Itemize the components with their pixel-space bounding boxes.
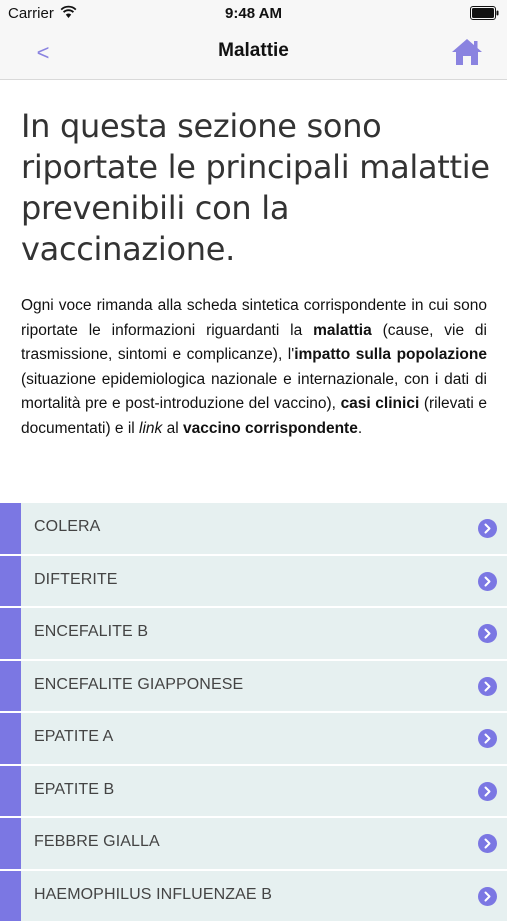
accent-bar bbox=[0, 713, 21, 764]
disease-item-difterite[interactable] bbox=[0, 556, 507, 607]
disease-label: ENCEFALITE GIAPPONESE bbox=[34, 675, 244, 693]
disease-item-encefalite-b[interactable] bbox=[0, 608, 507, 659]
chevron-right-circle-icon bbox=[478, 519, 497, 538]
chevron-right-circle-icon bbox=[478, 677, 497, 696]
accent-bar bbox=[0, 661, 21, 712]
intro-description: Ogni voce rimanda alla scheda sintetica corrispondente in cui sono riportate le informazioni riguardanti la malattia (cause, vie di trasmissione, sintomi e complicanze), l'impatto sulla popolazione (situazione epidemiologica nazionale e internazionale, con i dati di mortalità pre e post-introduzione del vaccino), casi clinici (rilevati e documentati) e il link al vaccino corrispondente. bbox=[21, 297, 487, 437]
disease-label: DIFTERITE bbox=[34, 570, 118, 588]
chevron-right-circle-icon bbox=[478, 782, 497, 801]
home-icon[interactable] bbox=[450, 37, 484, 67]
disease-label: FEBBRE GIALLA bbox=[34, 833, 160, 850]
disease-label: EPATITE A bbox=[34, 728, 114, 745]
disease-item-haemophilus-influenzae-b[interactable] bbox=[0, 871, 507, 922]
chevron-right-circle-icon bbox=[478, 887, 497, 906]
chevron-right-circle-icon bbox=[478, 834, 497, 853]
battery-icon bbox=[470, 6, 500, 20]
status-time: 9:48 AM bbox=[225, 5, 282, 22]
chevron-right-circle-icon bbox=[478, 729, 497, 748]
disease-label: EPATITE B bbox=[34, 780, 115, 798]
disease-label: HAEMOPHILUS INFLUENZAE B bbox=[34, 885, 273, 903]
accent-bar bbox=[0, 608, 21, 659]
disease-list bbox=[0, 503, 507, 923]
disease-item-colera[interactable] bbox=[0, 503, 507, 554]
disease-label: ENCEFALITE B bbox=[34, 623, 149, 640]
accent-bar bbox=[0, 818, 21, 869]
accent-bar bbox=[0, 503, 21, 554]
accent-bar bbox=[0, 871, 21, 922]
chevron-right-circle-icon bbox=[478, 572, 497, 591]
disease-label: COLERA bbox=[34, 518, 101, 535]
status-bar bbox=[0, 0, 507, 28]
navigation-bar bbox=[0, 28, 507, 80]
page-title: Malattie bbox=[218, 40, 289, 61]
carrier-label: Carrier bbox=[8, 5, 54, 22]
disease-item-epatite-a[interactable] bbox=[0, 713, 507, 764]
accent-bar bbox=[0, 766, 21, 817]
disease-item-febbre-gialla[interactable] bbox=[0, 818, 507, 869]
chevron-right-circle-icon bbox=[478, 624, 497, 643]
accent-bar bbox=[0, 556, 21, 607]
disease-item-epatite-b[interactable] bbox=[0, 766, 507, 817]
back-button[interactable]: < bbox=[36, 40, 50, 65]
intro-heading: In questa sezione sono riportate le principali malattie prevenibili con la vaccinazione. bbox=[21, 107, 490, 268]
disease-item-encefalite-giapponese[interactable] bbox=[0, 661, 507, 712]
